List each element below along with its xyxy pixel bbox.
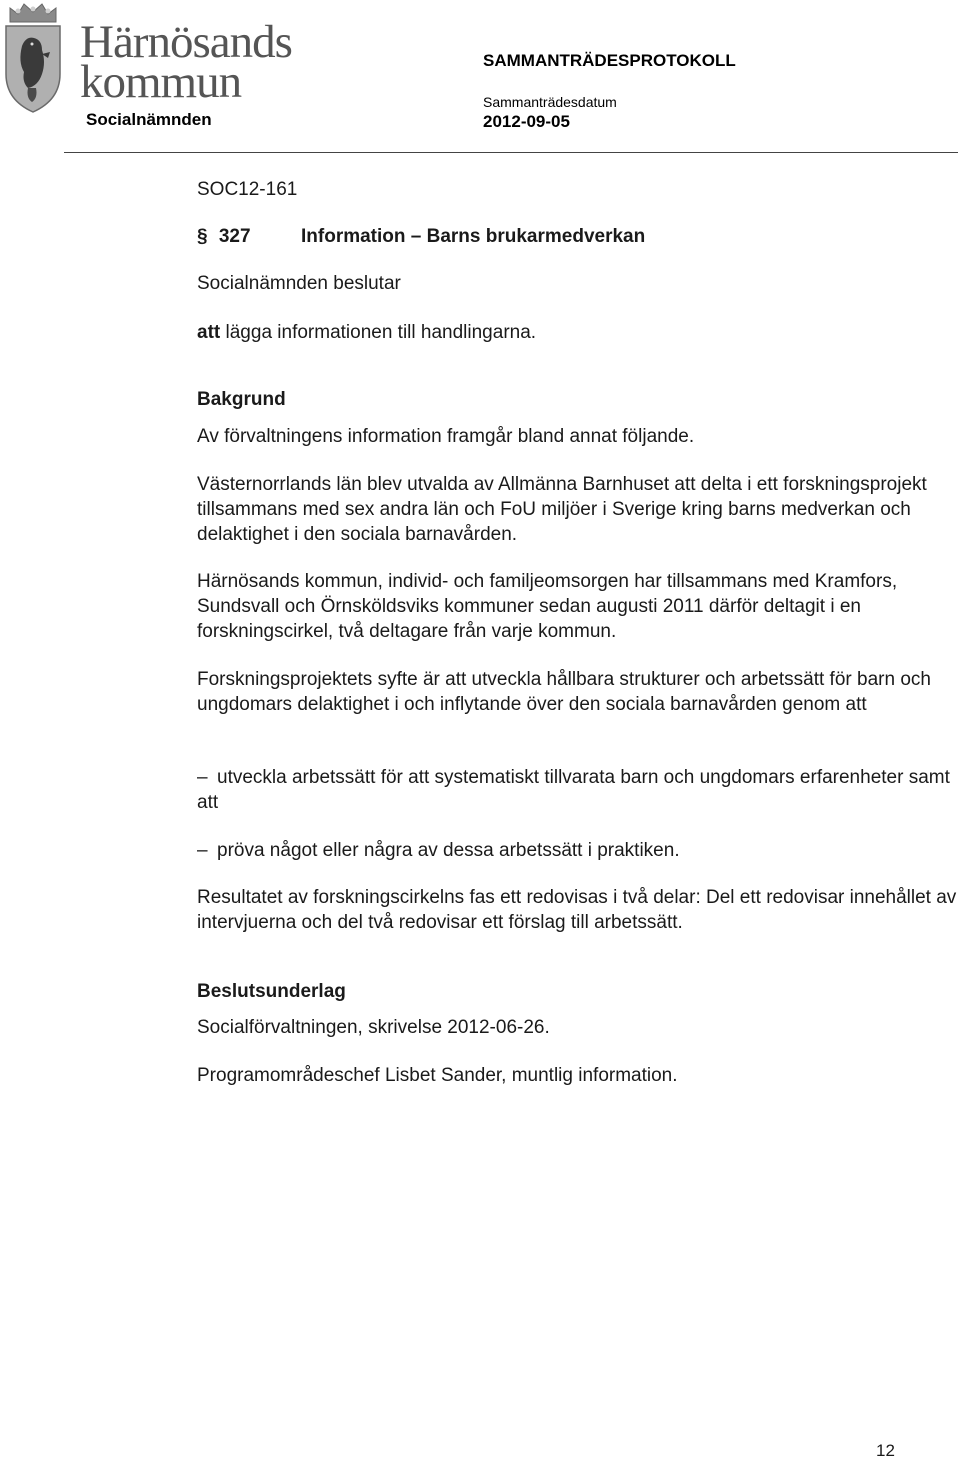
decision-text: lägga informationen till handlingarna. xyxy=(225,322,537,343)
document-type: SAMMANTRÄDESPROTOKOLL xyxy=(483,51,736,70)
section-title: Information – Barns brukarmedverkan xyxy=(301,226,646,247)
background-intro: Av förvaltningens information framgår bland annat följande. xyxy=(197,426,695,447)
basis-heading: Beslutsunderlag xyxy=(197,981,346,1002)
case-number: SOC12-161 xyxy=(197,179,298,200)
decision-att: att xyxy=(197,322,221,343)
decision-text-line xyxy=(197,320,536,345)
basis-item-2: Programområdeschef Lisbet Sander, muntlig information. xyxy=(197,1065,678,1086)
bullet-item-1 xyxy=(197,765,957,815)
background-paragraph-2: Härnösands kommun, individ- och familjeomsorgen har tillsammans med Kramfors, Sundsvall och Örnsköldsviks kommuner sedan augusti 2011 därför deltagit i en forskningscirkel, två deltagare från varje kommun. xyxy=(197,571,898,642)
bullet-text: pröva något eller några av dessa arbetssätt i praktiken. xyxy=(217,840,680,861)
decision-intro: Socialnämnden beslutar xyxy=(197,273,401,294)
background-paragraph-1: Västernorrlands län blev utvalda av Allmänna Barnhuset att delta i ett forskningsprojekt tillsammans med sex andra län och FoU miljöer i Sverige kring barns medverkan och delaktighet i den sociala barnavården. xyxy=(197,474,927,545)
header-divider xyxy=(64,152,958,153)
result-paragraph: Resultatet av forskningscirkelns fas ett redovisas i två delar: Del ett redovisar innehållet av intervjuerna och del två redovisar ett förslag till arbetssätt. xyxy=(197,887,957,933)
bullet-dash: – xyxy=(197,840,208,861)
background-heading: Bakgrund xyxy=(197,389,286,410)
section-number: 327 xyxy=(218,226,251,247)
department-name: Socialnämnden xyxy=(86,110,212,129)
section-heading xyxy=(197,224,646,249)
section-symbol: § xyxy=(197,226,208,247)
municipal-crest-icon xyxy=(2,2,64,114)
logo-line-2: kommun xyxy=(80,56,242,108)
logo-line-1: Härnösands xyxy=(80,16,292,68)
bullet-text: utveckla arbetssätt för att systematiskt tillvarata barn och ungdomars erfarenheter samt att xyxy=(197,767,950,813)
background-paragraph-3: Forskningsprojektets syfte är att utveckla hållbara strukturer och arbetssätt för barn och ungdomars delaktighet i och inflytande över den sociala barnavården genom att xyxy=(197,669,931,715)
meeting-date-value: 2012-09-05 xyxy=(483,112,570,131)
meeting-date-label: Sammanträdesdatum xyxy=(483,94,617,110)
bullet-dash: – xyxy=(197,767,208,788)
basis-item-1: Socialförvaltningen, skrivelse 2012-06-26. xyxy=(197,1017,550,1038)
bullet-item-2 xyxy=(197,838,957,863)
page-number: 12 xyxy=(876,1441,895,1460)
municipality-logo xyxy=(80,16,292,108)
